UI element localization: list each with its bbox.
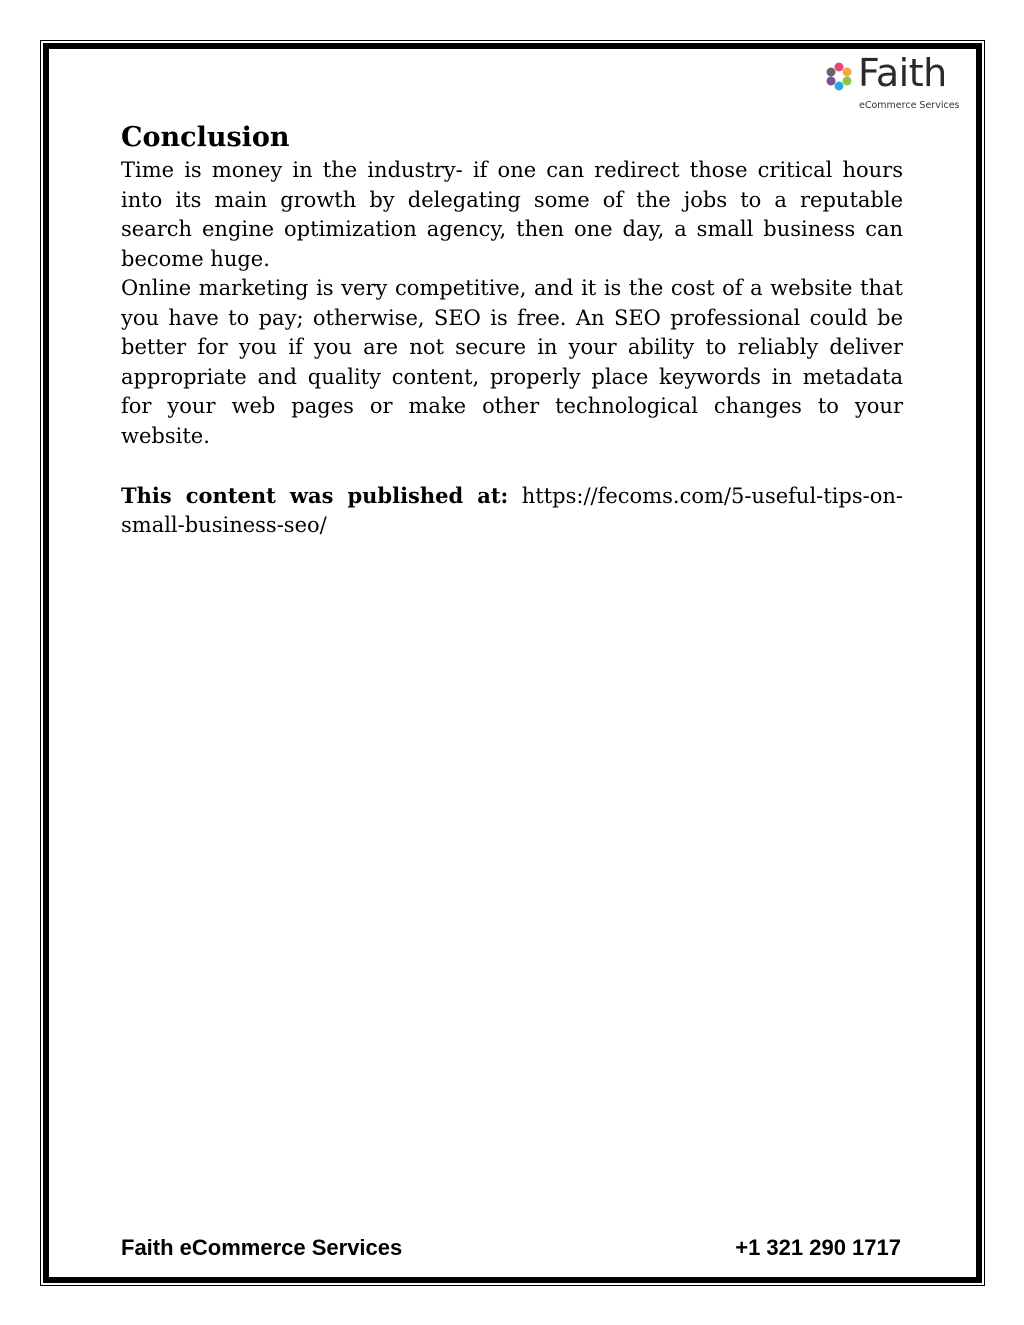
- paragraph-2: Online marketing is very competitive, and it is the cost of a website that you have to pay; otherwise, SEO is free. An SEO professional could be better for you if you are not secure in your ability to reliably deliver appropriate and quality content, properly place keywords in metadata for your web pages or make other technological changes to your website.: [121, 276, 903, 448]
- flower-logo-icon: [826, 60, 856, 104]
- paragraph-1: Time is money in the industry- if one can redirect those critical hours into its main growth by delegating some of the jobs to a reputable search engine optimization agency, then one day, a small business can become huge.: [121, 158, 903, 271]
- published-url[interactable]: https://fecoms.com/5-useful-tips-on-small-business-seo/: [121, 483, 903, 537]
- section-heading: Conclusion: [121, 122, 290, 153]
- published-label: This content was published at:: [121, 482, 509, 508]
- logo-wordmark: Faith: [858, 51, 947, 95]
- published-line: [121, 481, 903, 541]
- faith-logo: [826, 51, 962, 114]
- page-footer: [121, 1235, 901, 1265]
- footer-company: Faith eCommerce Services: [121, 1235, 403, 1260]
- logo-tagline: eCommerce Services: [859, 100, 960, 111]
- article-body: [121, 120, 903, 562]
- footer-phone: +1 321 290 1717: [735, 1235, 901, 1260]
